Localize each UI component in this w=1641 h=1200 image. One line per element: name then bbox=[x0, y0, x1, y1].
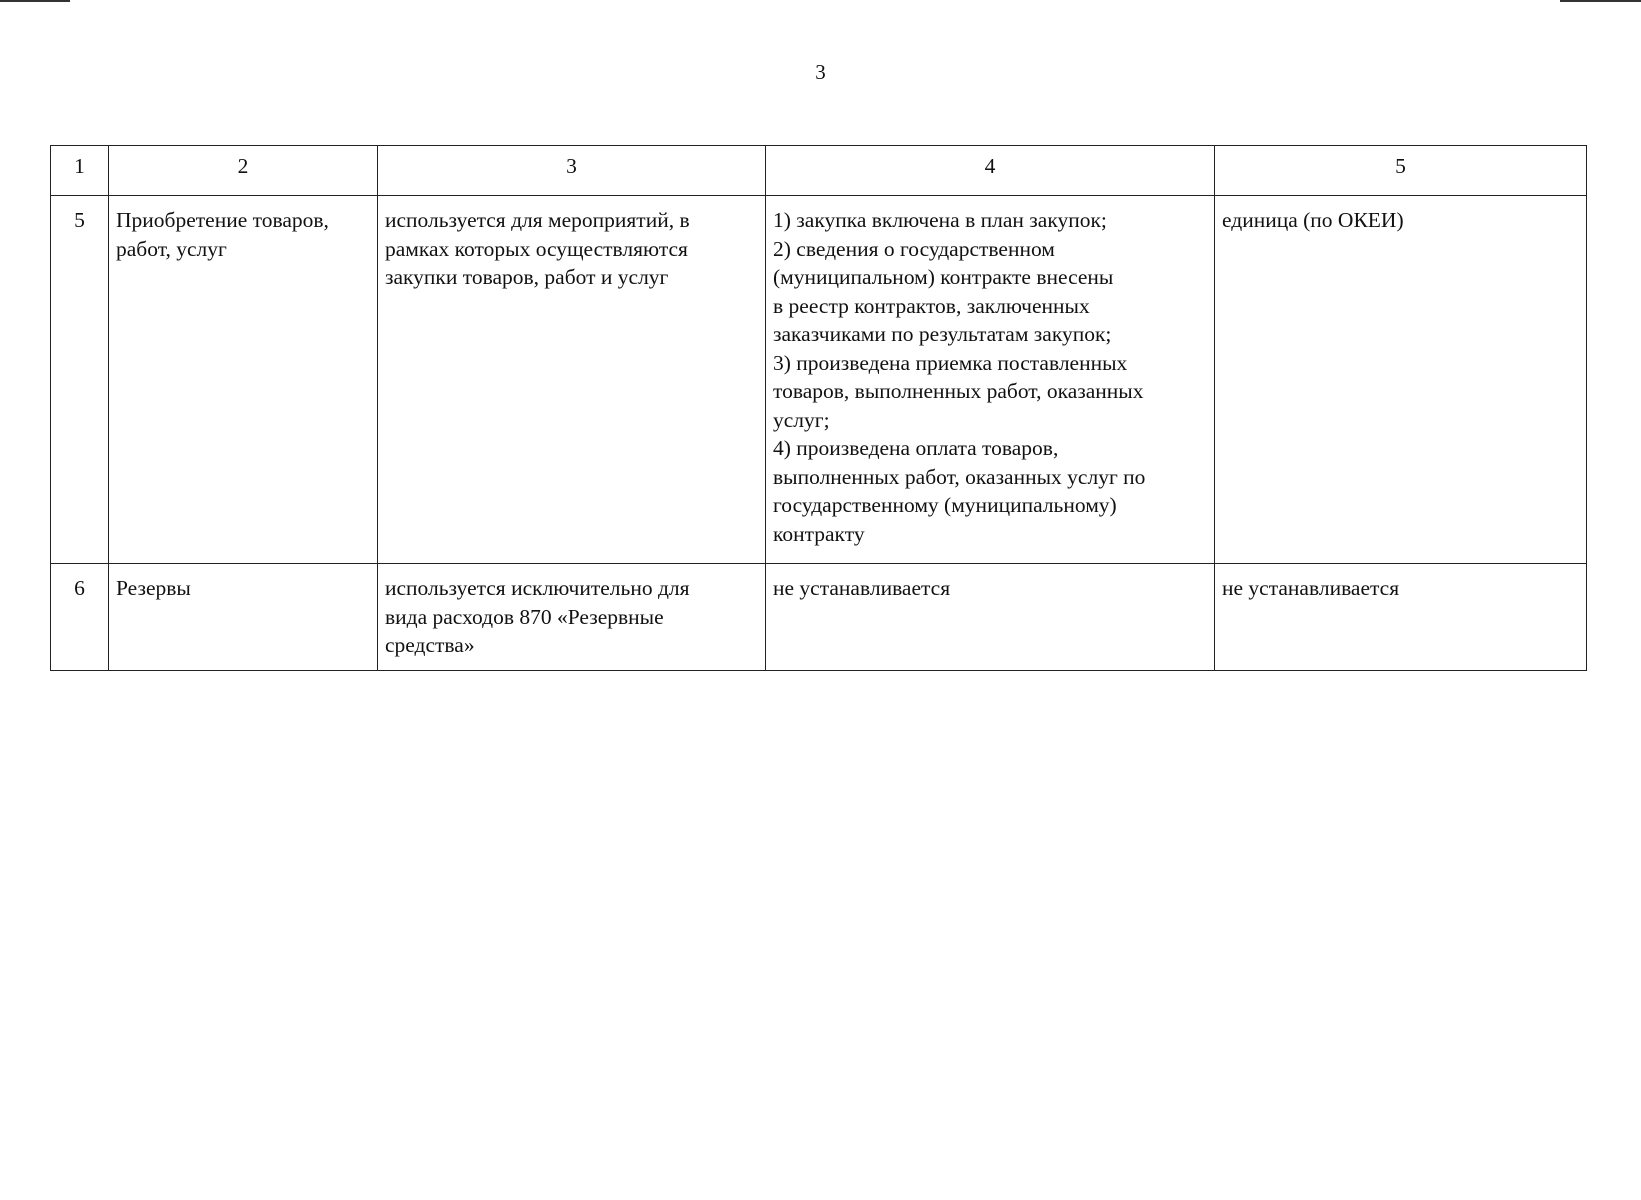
text-line: закупки товаров, работ и услуг bbox=[385, 265, 669, 289]
page-number: 3 bbox=[815, 60, 826, 84]
text-line: (муниципальном) контракте внесены bbox=[773, 265, 1114, 289]
text-line: единица (по ОКЕИ) bbox=[1222, 208, 1404, 232]
row-number: 5 bbox=[51, 196, 109, 564]
text-line: Приобретение товаров, bbox=[116, 208, 329, 232]
table-row bbox=[51, 196, 1587, 564]
text-line: используется исключительно для bbox=[385, 576, 690, 600]
column-header-4: 4 bbox=[766, 146, 1215, 196]
column-header-1: 1 bbox=[51, 146, 109, 196]
data-table bbox=[50, 145, 1587, 671]
table-header-row bbox=[51, 146, 1587, 196]
text-line: вида расходов 870 «Резервные bbox=[385, 604, 664, 629]
condition-cell bbox=[766, 196, 1215, 564]
usage-cell bbox=[378, 196, 766, 564]
scan-edge-right bbox=[1560, 0, 1641, 2]
expense-name-cell bbox=[109, 564, 378, 671]
row-number: 6 bbox=[51, 564, 109, 671]
column-header-5: 5 bbox=[1215, 146, 1587, 196]
unit-cell bbox=[1215, 564, 1587, 671]
text-line: 4) произведена оплата товаров, bbox=[773, 436, 1059, 460]
text-line: работ, услуг bbox=[116, 236, 227, 261]
text-line: услуг; bbox=[773, 407, 830, 432]
expense-name-cell bbox=[109, 196, 378, 564]
unit-cell bbox=[1215, 196, 1587, 564]
text-line: заказчиками по результатам закупок; bbox=[773, 322, 1112, 346]
text-line: 1) закупка включена в план закупок; bbox=[773, 208, 1107, 232]
column-header-2: 2 bbox=[109, 146, 378, 196]
condition-cell bbox=[766, 564, 1215, 671]
text-line: рамках которых осуществляются bbox=[385, 236, 688, 261]
text-line: товаров, выполненных работ, оказанных bbox=[773, 379, 1144, 403]
text-line: 2) сведения о государственном bbox=[773, 236, 1055, 261]
text-line: используется для мероприятий, в bbox=[385, 208, 690, 232]
text-line: выполненных работ, оказанных услуг по bbox=[773, 464, 1146, 489]
text-line: Резервы bbox=[116, 576, 191, 600]
text-line: в реестр контрактов, заключенных bbox=[773, 293, 1090, 318]
text-line: контракту bbox=[773, 521, 865, 546]
text-line: государственному (муниципальному) bbox=[773, 493, 1117, 517]
usage-cell bbox=[378, 564, 766, 671]
column-header-3: 3 bbox=[378, 146, 766, 196]
text-line: 3) произведена приемка поставленных bbox=[773, 350, 1128, 375]
text-line: не устанавливается bbox=[1222, 576, 1400, 600]
text-line: средства» bbox=[385, 633, 475, 657]
text-line: не устанавливается bbox=[773, 576, 951, 600]
scan-edge-left bbox=[0, 0, 70, 2]
table-row bbox=[51, 564, 1587, 671]
